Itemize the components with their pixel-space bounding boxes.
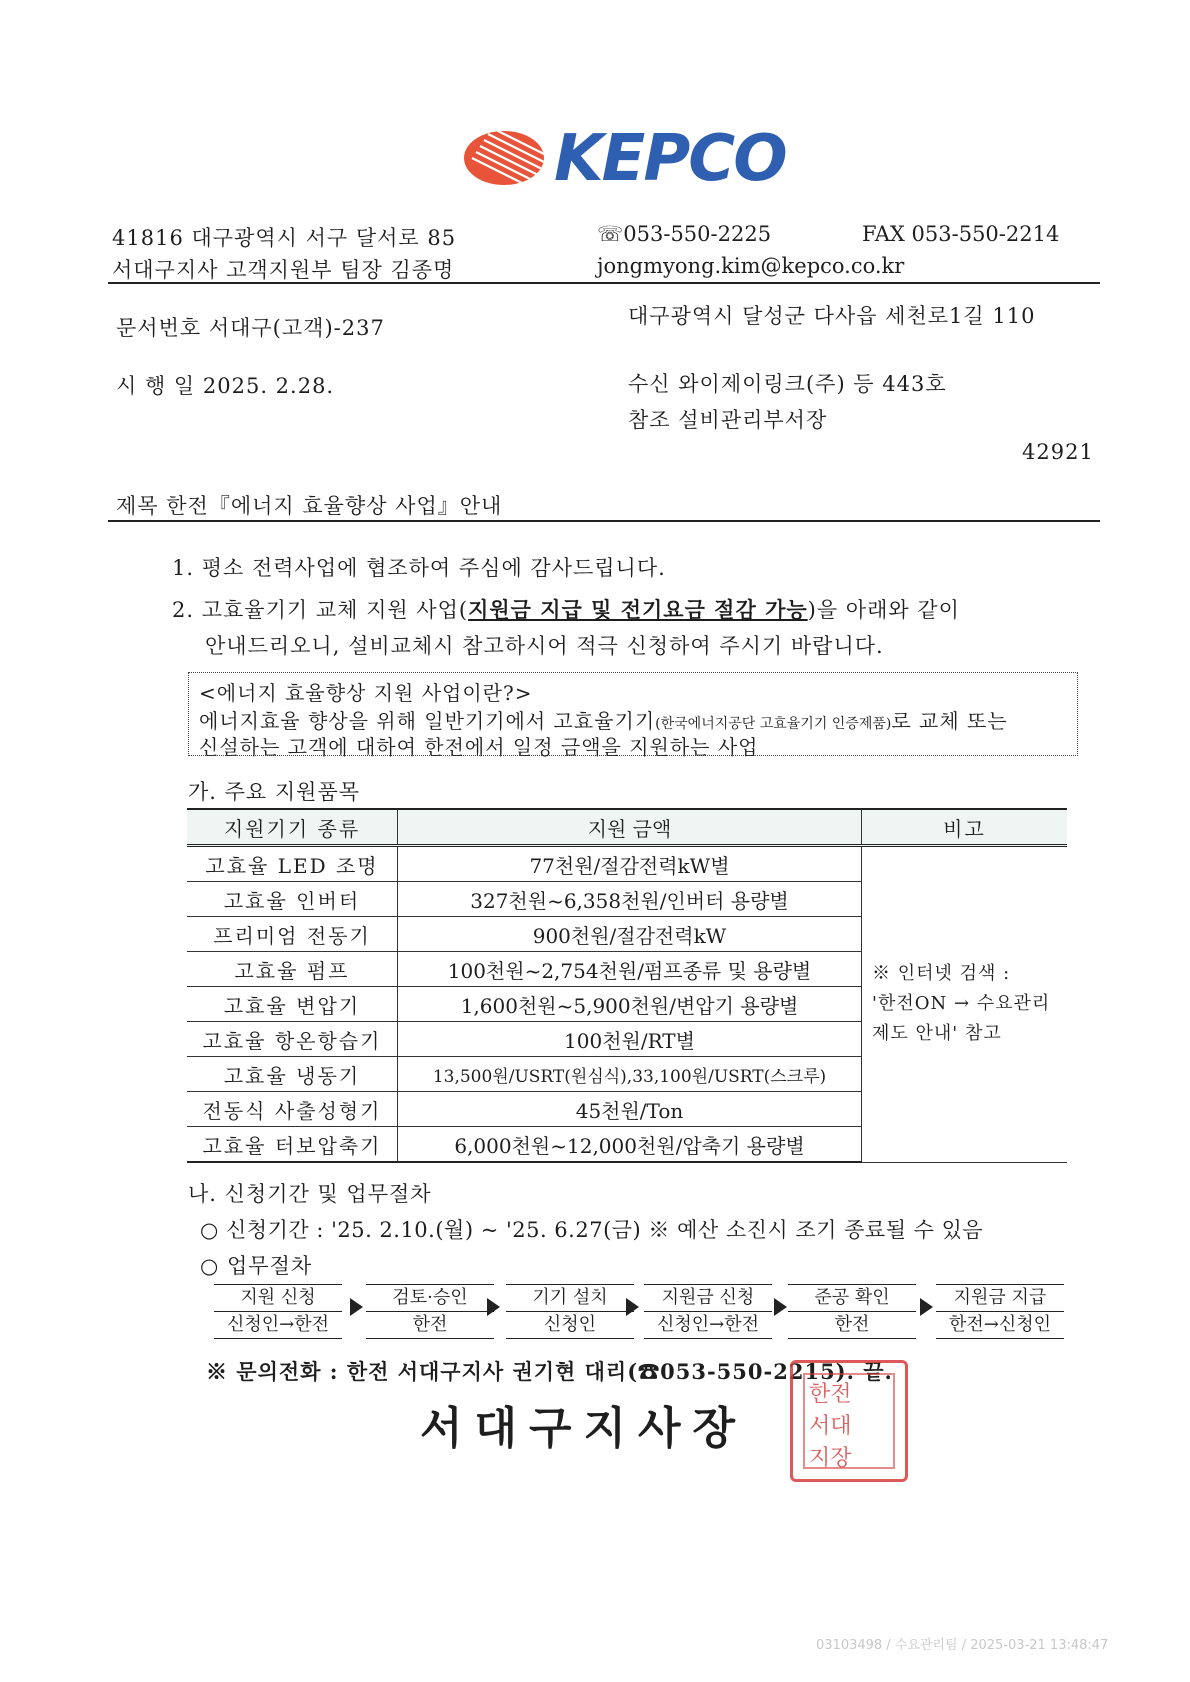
recipient-address: 대구광역시 달성군 다사읍 세천로1길 110 (628, 304, 1036, 328)
application-period: ○ 신청기간 : '25. 2.10.(월) ~ '25. 6.27(금) ※ 예산 소진시 조기 종료될 수 있음 (200, 1218, 984, 1242)
support-items-table (187, 808, 1067, 1163)
official-seal: 한전 서대 지장 (790, 1360, 908, 1482)
sender-name: 서대구지사 고객지원부 팀장 김종명 (112, 258, 455, 282)
body-item-2-line2: 안내드리오니, 설비교체시 참고하시어 적극 신청하여 주시기 바랍니다. (205, 634, 884, 658)
footer-stamp: 03103498 / 수요관리팀 / 2025-03-21 13:48:47 (816, 1638, 1109, 1653)
support-amount-cell: 327천원~6,358천원/인버터 용량별 (398, 882, 862, 917)
kepco-wordmark: KEPCO (554, 122, 786, 196)
support-amount-cell: 100천원/RT별 (398, 1022, 862, 1057)
definition-line-1-post: 로 교체 또는 (891, 709, 1008, 733)
header-device-type: 지원기기 종류 (187, 809, 398, 846)
definition-title: <에너지 효율향상 지원 사업이란?> (199, 681, 533, 705)
definition-line-1-note: (한국에너지공단 고효율기기 인증제품) (655, 716, 892, 732)
process-step (506, 1284, 634, 1339)
process-step-actor: 신청인 (506, 1312, 634, 1339)
process-step (214, 1284, 342, 1339)
process-arrow-icon (626, 1298, 639, 1316)
postal-code: 42921 (1022, 440, 1094, 464)
device-type-cell: 고효율 변압기 (187, 987, 398, 1022)
support-amount-cell: 900천원/절감전력kW (398, 917, 862, 952)
process-step (936, 1284, 1064, 1339)
table-row (187, 846, 1067, 882)
subject-divider (108, 520, 1100, 522)
table-header-row (187, 809, 1067, 846)
process-step-actor: 한전 (788, 1312, 916, 1339)
header-remark: 비고 (862, 809, 1068, 846)
support-amount-cell: 1,600천원~5,900천원/변압기 용량별 (398, 987, 862, 1022)
process-step (366, 1284, 494, 1339)
remark-line: ※ 인터넷 검색 : (872, 963, 1011, 985)
device-type-cell: 고효율 펌프 (187, 952, 398, 987)
device-type-cell: 고효율 항온항습기 (187, 1022, 398, 1057)
header-support-amount: 지원 금액 (398, 809, 862, 846)
device-type-cell: 고효율 냉동기 (187, 1057, 398, 1092)
process-step-name: 지원금 신청 (644, 1284, 772, 1312)
process-step-actor: 신청인→한전 (214, 1312, 342, 1339)
process-arrow-icon (774, 1298, 787, 1316)
recipient: 수신 와이제이링크(주) 등 443호 (628, 372, 947, 396)
sender-address: 41816 대구광역시 서구 달서로 85 (112, 226, 457, 250)
process-step (644, 1284, 772, 1339)
body-item-2-emphasis: 지원금 지급 및 전기요금 절감 가능 (468, 597, 808, 622)
kepco-emblem-icon (462, 128, 548, 188)
section-b-title: 나. 신청기간 및 업무절차 (188, 1182, 432, 1206)
process-title: ○ 업무절차 (200, 1254, 313, 1278)
issue-date: 시 행 일 2025. 2.28. (116, 374, 335, 398)
email-address: jongmyong.kim@kepco.co.kr (597, 254, 905, 278)
kepco-logo (462, 122, 786, 196)
process-step-actor: 한전 (366, 1312, 494, 1339)
remark-line: 제도 안내' 참고 (872, 1023, 1002, 1045)
device-type-cell: 프리미엄 전동기 (187, 917, 398, 952)
process-arrow-icon (920, 1298, 933, 1316)
body-item-2-pre: 2. 고효율기기 교체 지원 사업( (172, 598, 469, 622)
process-step-name: 지원 신청 (214, 1284, 342, 1312)
process-step-name: 지원금 지급 (936, 1284, 1064, 1312)
process-step-name: 검토·승인 (366, 1284, 494, 1312)
header-divider (108, 282, 1100, 284)
process-step (788, 1284, 916, 1339)
process-arrow-icon (350, 1298, 363, 1316)
support-amount-cell: 6,000천원~12,000천원/압축기 용량별 (398, 1127, 862, 1163)
process-step-name: 기기 설치 (506, 1284, 634, 1312)
definition-line-1-pre: 에너지효율 향상을 위해 일반기기에서 고효율기기 (199, 709, 656, 733)
process-step-actor: 신청인→한전 (644, 1312, 772, 1339)
section-a-title: 가. 주요 지원품목 (188, 780, 361, 804)
device-type-cell: 고효율 LED 조명 (187, 846, 398, 882)
definition-line-1 (199, 705, 1008, 734)
body-item-2-post: )을 아래와 같이 (807, 598, 960, 622)
remark-line: '한전ON → 수요관리 (872, 993, 1051, 1015)
support-amount-cell: 45천원/Ton (398, 1092, 862, 1127)
definition-line-2: 신설하는 고객에 대하여 한전에서 일정 금액을 지원하는 사업 (199, 735, 759, 759)
support-amount-cell: 77천원/절감전력kW별 (398, 846, 862, 882)
body-item-1: 1. 평소 전력사업에 협조하여 주심에 감사드립니다. (172, 556, 666, 580)
fax-number: FAX 053-550-2214 (862, 222, 1060, 246)
phone-number: ☏053-550-2225 (597, 222, 772, 246)
reference: 참조 설비관리부서장 (628, 408, 828, 432)
process-arrow-icon (487, 1298, 500, 1316)
contact-info: ※ 문의전화 : 한전 서대구지사 권기현 대리(☎053-550-2215). 끝. (206, 1359, 893, 1384)
definition-box (188, 672, 1078, 759)
document-number: 문서번호 서대구(고객)-237 (116, 316, 385, 340)
process-step-actor: 한전→신청인 (936, 1312, 1064, 1339)
signature: 서대구지사장 (420, 1403, 748, 1454)
device-type-cell: 고효율 인버터 (187, 882, 398, 917)
process-step-name: 준공 확인 (788, 1284, 916, 1312)
support-amount-cell: 13,500원/USRT(원심식),33,100원/USRT(스크루) (398, 1057, 862, 1092)
remark-cell (862, 846, 1068, 1163)
device-type-cell: 전동식 사출성형기 (187, 1092, 398, 1127)
body-item-2 (172, 594, 960, 624)
support-amount-cell: 100천원~2,754천원/펌프종류 및 용량별 (398, 952, 862, 987)
device-type-cell: 고효율 터보압축기 (187, 1127, 398, 1163)
subject: 제목 한전『에너지 효율향상 사업』안내 (116, 494, 503, 518)
